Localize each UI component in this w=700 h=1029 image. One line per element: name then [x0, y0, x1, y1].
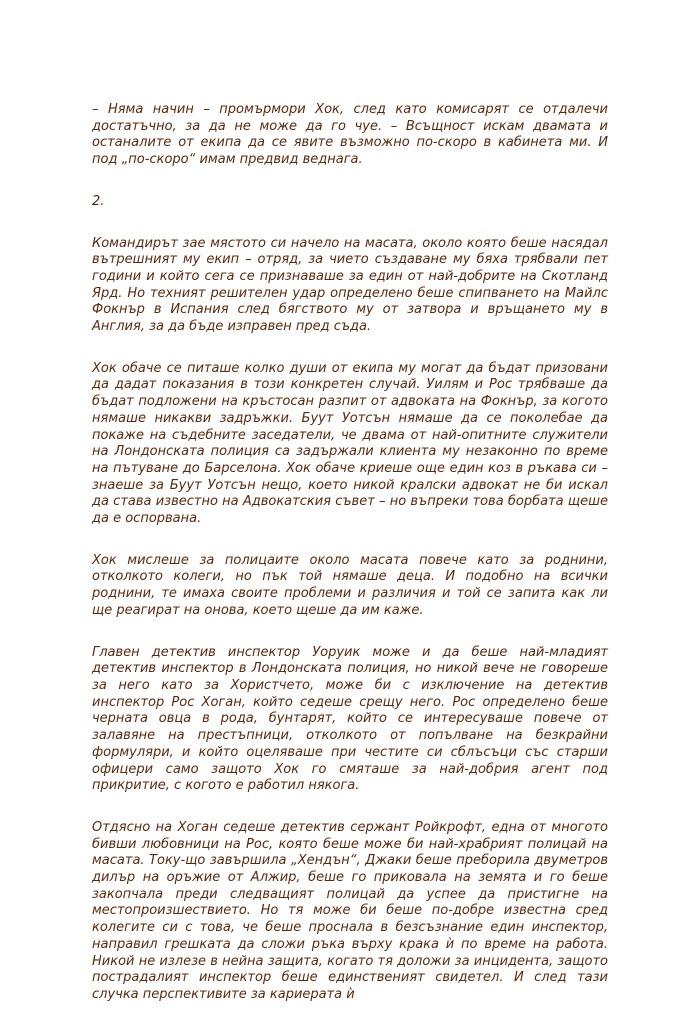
paragraph-warwick: Главен детектив инспектор Уоруик може и да беше най-младият детектив инспектор в Лондонската полиция, но никой вече не говореше за него като за Хористчето, може би с изключение на детектив инспектор Рос Хоган, който седеше срещу него. Рос определено беше черната овца в рода, бунтарят, който се интересуваше повече от залавяне на престъпници, отколкото от попълване на безкрайни формуляри, и който оцеляваше при честите си сблъсъци със старши офицери само защото Хок го смяташе за най-добрия агент под прикритие, с когото е работил някога. — [92, 644, 608, 794]
paragraph-relatives: Хок мислеше за полицаите около масата повече като за роднини, отколкото колеги, но пък той нямаше деца. И подобно на всички роднини, те имаха своите проблеми и различия и той се запита как ли ще реагират на онова, което щеше да им каже. — [92, 552, 608, 618]
paragraph-testimony: Хок обаче се питаше колко души от екипа му могат да бъдат призовани да дадат показания в този конкретен случай. Уилям и Рос трябваше да бъдат подложени на кръстосан разпит от адвоката на Фокнър, за когото нямаше никакви задръжки. Буут Уотсън нямаше да се поколебае да покаже на съдебните заседатели, че двама от най-опитните служители на Лондонската полиция са задържали клиента му незаконно по време на пътуване до Барселона. Хок обаче криеше още един коз в ръкава си – знаеше за Буут Уотсън нещо, което никой кралски адвокат не би искал да става известно на Адвокатския съвет – но въпреки това борбата щеше да е оспорвана. — [92, 360, 608, 527]
paragraph-roycroft: Отдясно на Хоган седеше детектив сержант Ройкрофт, една от многото бивши любовници на Рос, която беше може би най-храбрият полицай на масата. Току-що завършила „Хендън“, Джаки беше преборила двуметров дилър на оръжие от Алжир, беше го приковала на земята и го беше закопчала преди следващият полицай да успее да пристигне на местопроизшествието. Но тя може би беше по-добре известна сред колегите си с това, че беше проснала в безсъзнание един инспектор, направил грешката да сложи ръка върху крака ѝ по време на работа. Никой не излезе в нейна защита, когато тя доложи за инцидента, защото пострадалият инспектор беше единственият свидетел. И след тази случка перспективите за кариерата ѝ — [92, 819, 608, 1002]
paragraph-commander: Командирът зае мястото си начело на масата, около която беше насядал вътрешният му екип – отряд, за чието създаване му бяха трябвали пет години и който сега се признаваше за един от най-добрите на Скотланд Ярд. Но техният решителен удар определено беше спипването на Майлс Фокнър в Испания след бягството му от затвора и връщането му в Англия, за да бъде изправен пред съда. — [92, 235, 608, 335]
document-page — [92, 102, 608, 1029]
chapter-number: 2. — [92, 193, 105, 209]
paragraph-dialogue: – Няма начин – промърмори Хок, след като комисарят се отдалечи достатъчно, за да не може да го чуе. – Всъщност искам двамата и останалите от екипа да се явите възможно по-скоро в кабинета ми. И под „по-скоро“ имам предвид веднага. — [92, 102, 608, 168]
